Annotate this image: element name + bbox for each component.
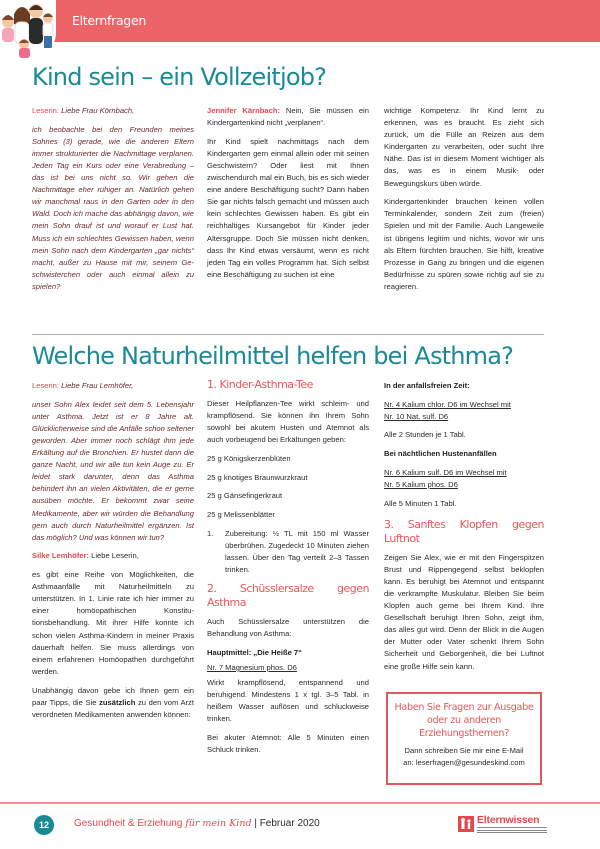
- answer-speaker: Silke Lemhöfer:: [32, 551, 89, 561]
- tip-text: Auch Schüsslersalze unterstützen die Behandlung von Asthma:: [207, 617, 369, 639]
- main-remedy-label: Hauptmittel: „Die Heiße 7“: [207, 647, 302, 657]
- remedy-name: Nr. 6 Kalium sulf. D6 im Wechsel mit: [384, 467, 507, 477]
- remedy-text: Wirkt krampflösend, entspannend und beruhigend. Mindestens 1 x tgl. 3–5 Tabl. in heißem Wasser auflösen und schluckweise trinken.: [207, 678, 369, 724]
- remedy-label: Bei nächtlichen Hustenanfällen: [384, 449, 497, 459]
- tip-heading: 2. Schüsslersalze gegen Asthma: [207, 582, 369, 610]
- remedy-dose: Alle 5 Minuten 1 Tabl.: [384, 498, 457, 508]
- family-illustration-icon: [0, 0, 56, 62]
- question-text: unser Sohn Alex leidet seit dem 5. Lebensjahr unter Asthma. Jetzt ist er 8 Jahre alt. Glücklicherweise sind die Anfälle schon seltener geworden. Aber immer noch schlägt ihm jede Erkältung auf die Bronchien. Er hustet dann die ganze Nacht, und wir alle tun kein Auge zu. Er leidet stark darunter, denn das Asthma behindert ihn an vielen Aktivitäten, die er gerne ausüben möchte. Er bekommt zwar seine Medikamente, aber wir würden die Behandlung gern auch durch Naturheilmittel ergänzen. Ist das möglich? Und was können wir tun?: [32, 399, 194, 542]
- magazine-name: Gesundheit & Erziehung: [74, 818, 183, 829]
- step-number: 1.: [207, 528, 214, 538]
- page-number: 12: [34, 815, 54, 835]
- question-speaker: Leserin:: [32, 106, 60, 115]
- header-bar: [0, 0, 600, 42]
- footer-publication: [74, 818, 320, 829]
- question-text: ich beobachte bei den Freunden meines Sohnes (3) gerade, wie die anderen Eltern immer strukturierter die Nachmittage verplanen. Jeden Tag ein Kurs oder eine Verabredung – das ist bei uns nicht so. Wir gehen die Nachmittage eher ruhiger an. Natürlich gehen wir manchmal raus in den Garten oder in den Wald. Doch ich mache das abhängig davon, wie mein Sohn drauf ist und worauf er Lust hat. Muss ich ein schlechtes Gewissen haben, wenn mein Sohn nach dem Kindergarten „gar nichts“ macht, außer zu Hause mit mir, seinem Geschwisterchen oder auch einmal allein zu spielen?: [32, 124, 194, 291]
- ingredient-item: 25 g Gänsefingerkraut: [207, 491, 283, 501]
- answer-column-2: [384, 105, 544, 300]
- remedy-dose: Alle 2 Stunden je 1 Tabl.: [384, 430, 466, 440]
- brand-family-icon: [458, 816, 474, 832]
- section-label: Elternfragen: [72, 13, 146, 28]
- question-greeting: Liebe Frau Lemhöfer,: [61, 381, 134, 390]
- article-title: Welche Naturheilmittel helfen bei Asthma?: [32, 342, 514, 370]
- answer-paragraph: Unabhängig davon gebe ich Ihnen gern ein paar Tipps, die Sie zusätzlich zu den vom Arzt verordneten Medikamenten anwenden können:: [32, 685, 194, 719]
- answer-paragraph: es gibt eine Reihe von Möglichkeiten, die Asthmaanfälle mit Naturheilmitteln zu unterstützen. In 1. Linie rate ich hier immer zu einer homöopathischen Konstitutionsbehandlung. Mit ihrer Hilfe konnte ich schon vielen Asthma-Kindern in meiner Praxis dauerhaft helfen. Sie muss allerdings von einem erfahrenen Homöopathen durchgeführt werden.: [32, 570, 194, 676]
- article-title: Kind sein – ein Vollzeitjob?: [32, 63, 327, 91]
- answer-intro: Nein, Sie müssen ein Kindergartenkind nicht „verplanen“.: [207, 106, 369, 128]
- tip-text: Zeigen Sie Alex, wie er mit den Fingerspitzen Brust und Rippengegend selbst beklopfen kann. Es beruhigt bei Atemnot und entspannt die verkrampfte Muskulatur. Bleiben Sie beim Klopfen auch gerne bei Ihrem Kind. Ihre Gesellschaft beruhigt Ihren Sohn, zeigt ihm, das alles gut wird. Denn der Blick in die Augen der Mutter oder Vater schenkt Ihrem Sohn Sicherheit und Geborgenheit, die bei Luftnot eine große Hilfe sein kann.: [384, 552, 544, 671]
- question-box: [386, 692, 542, 785]
- remedy-name: Nr. 10 Nat. sulf. D6: [384, 411, 449, 421]
- remedy-name: Nr. 7 Magnesium phos. D6: [207, 662, 297, 672]
- tips-column-2: [384, 380, 544, 679]
- footer-divider: [0, 802, 600, 804]
- question-greeting: Liebe Frau Körnbach,: [61, 106, 135, 115]
- brand-tagline: [477, 827, 547, 832]
- ingredient-item: 25 g Königskerzenblüten: [207, 453, 291, 463]
- ingredient-item: 25 g Melissenblätter: [207, 510, 275, 520]
- question-box-title: Erziehungsthemen?: [418, 728, 509, 739]
- question-column: [32, 380, 194, 727]
- answer-paragraph: wichtige Kompetenz. Ihr Kind lernt zu erkennen, was es braucht. Es zieht sich zurück, um die Fülle an Reizen aus dem Kindergarten zu verarbeiten, oder sucht Ihre Nähe. Das ist in diesem Moment wichtiger als das, was es in einem Musik- oder Bewegungskurs üben würde.: [384, 106, 544, 188]
- step-text: Zubereitung: ½ TL mit 150 ml Wasser überbrühen. Zugedeckt 10 Minuten ziehen lassen. Über den Tag verteilt 2–3 Tassen trinken.: [225, 528, 369, 574]
- brand-logo: [458, 814, 568, 836]
- tip-text: Dieser Heilpflanzen-Tee wirkt schleim- und krampflösend. Sie können ihn Ihrem Sohn sowohl bei akutem Husten und Atemnot als auch vorbeugend bei Erkältungen geben:: [207, 399, 369, 445]
- question-box-title: Haben Sie Fragen zur Ausgabe: [394, 702, 534, 713]
- tip-heading: 1. Kinder-Asthma-Tee: [207, 378, 313, 391]
- issue-date: | Februar 2020: [254, 818, 320, 829]
- answer-paragraph: Ihr Kind spielt nachmittags nach dem Kindergarten gern einmal allein oder mit seinen Geschwistern? Oder liest mit Ihnen zwischendurch mal ein Buch, bis es sich wieder eine andere Beschäftigung sucht? Dann haben Sie gar nichts falsch gemacht und müssen auch kein schlechtes Gewissen haben. Es gibt ein reichhaltiges Kursangebot für Kinder jeder Altersgruppe. Doch Sie müssen nicht denken, dass Ihr Kind etwas versäumt, wenn es nicht jeden Tag ein volles Programm hat. Sich selbst eine Beschäftigung zu suchen ist eine: [207, 136, 369, 279]
- section-divider: [32, 334, 544, 335]
- tip-heading: 3. Sanftes Klopfen gegen Luftnot: [384, 517, 544, 545]
- remedy-label: In der anfallsfreien Zeit:: [384, 381, 470, 390]
- emphasis: zusätzlich: [99, 697, 136, 707]
- answer-greeting: Liebe Leserin,: [91, 551, 139, 561]
- brand-name: Elternwissen: [477, 814, 540, 826]
- ingredient-item: 25 g knotiges Braunwurzkraut: [207, 472, 308, 482]
- question-column: [32, 105, 194, 300]
- question-speaker: Leserin:: [32, 381, 60, 390]
- question-box-title: oder zu anderen: [426, 715, 502, 726]
- tips-column: [207, 376, 369, 763]
- remedy-name: Nr. 5 Kalium phos. D6: [384, 479, 458, 489]
- magazine-script: für mein Kind: [185, 818, 252, 829]
- remedy-name: Nr. 4 Kalium chlor. D6 im Wechsel mit: [384, 399, 511, 409]
- preparation-step: [207, 528, 369, 576]
- contact-email[interactable]: an: leserfragen@gesundeskind.com: [403, 758, 525, 767]
- question-box-text: Dann schreiben Sie mir eine E-Mail an: leserfragen@gesundeskind.com: [388, 745, 540, 769]
- answer-speaker: Jennifer Kärnbach:: [207, 106, 280, 115]
- answer-paragraph: Kindergartenkinder brauchen keinen vollen Terminkalender, sondern Zeit zum (freien) Spielen und mit der Familie. Auch Langeweile ist übrigens legitim und nichts, wovor wir uns als Eltern fürchten brauchen. Sie hilft, kreative Prozesse in Gang zu bringen und die eigenen Bedürfnisse zu spüren sowie richtig auf sie zu reagieren.: [384, 197, 544, 291]
- remedy-text: Bei akuter Atemnot: Alle 5 Minuten einen Schluck trinken.: [207, 733, 369, 755]
- answer-column: [207, 105, 369, 288]
